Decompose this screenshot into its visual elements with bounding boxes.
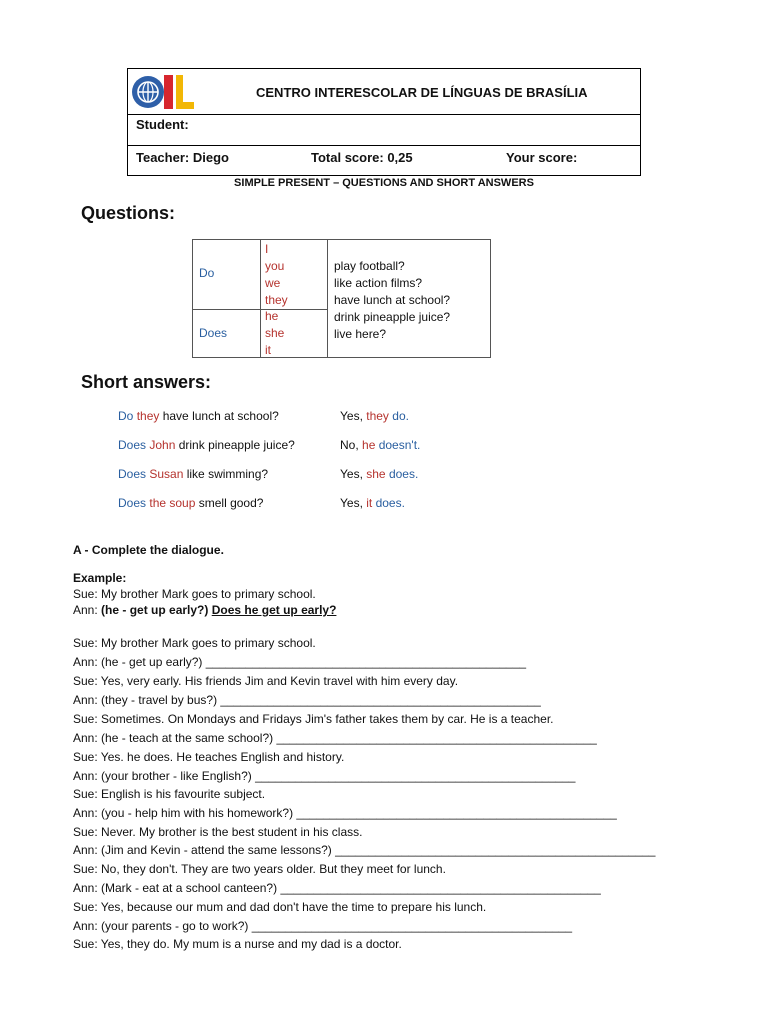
school-logo (130, 71, 196, 113)
exercise-title: A - Complete the dialogue. (73, 543, 224, 557)
questions-heading: Questions: (81, 203, 176, 223)
student-label: Student: (136, 117, 189, 132)
dialogue-line-sue: Sue: Yes, because our mum and dad don't have the time to prepare his lunch. (73, 900, 487, 914)
sa-subject: John (149, 438, 176, 452)
dialogue-line-ann[interactable]: Ann: (they - travel by bus?) ________________________________________________ (73, 693, 541, 707)
table-divider (327, 240, 328, 357)
pronoun: I (265, 242, 269, 256)
dialogue-line-sue: Sue: My brother Mark goes to primary school. (73, 636, 316, 650)
sa-aux: Does (118, 467, 147, 481)
example-answer-line (73, 603, 336, 617)
sa-ans-subject: she (366, 467, 386, 481)
school-name: CENTRO INTERESCOLAR DE LÍNGUAS DE BRASÍLIA (256, 85, 588, 100)
dialogue-line-sue: Sue: English is his favourite subject. (73, 787, 266, 801)
sa-yes-no: Yes, (340, 467, 367, 481)
dialogue-line-sue: Sue: Never. My brother is the best student in his class. (73, 825, 363, 839)
dialogue-line-sue: Sue: Yes, very early. His friends Jim and Kevin travel with him every day. (73, 674, 459, 688)
document-title: SIMPLE PRESENT – QUESTIONS AND SHORT ANSWERS (234, 177, 534, 189)
sa-ans-subject: it (366, 496, 373, 510)
verb-phrase: drink pineapple juice? (334, 310, 451, 324)
sa-yes-no: No, (340, 438, 363, 452)
sa-subject: the soup (149, 496, 196, 510)
header-row-student (128, 115, 640, 146)
sa-ans-subject: he (362, 438, 376, 452)
sa-yes-no: Yes, (340, 409, 367, 423)
sa-rest: drink pineapple juice? (175, 438, 295, 452)
dialogue-line-ann[interactable]: Ann: (Jim and Kevin - attend the same lessons?) ________________________________________________ (73, 843, 656, 857)
sa-aux: Do (118, 409, 134, 423)
header-box (127, 68, 641, 176)
short-answer-row (118, 467, 518, 485)
dialogue-line-ann[interactable]: Ann: (you - help him with his homework?) ________________________________________________ (73, 806, 617, 820)
sa-yes-no: Yes, (340, 496, 367, 510)
pronoun: we (265, 276, 281, 290)
sa-aux: Does (118, 438, 147, 452)
dialogue-line-ann[interactable]: Ann: (he - get up early?) ________________________________________________ (73, 655, 527, 669)
header-row-scores (128, 146, 640, 175)
sa-aux: Does (118, 496, 147, 510)
pronoun: he (265, 309, 279, 323)
example-prompt: (he - get up early?) (101, 603, 209, 617)
dialogue-line-ann[interactable]: Ann: (Mark - eat at a school canteen?) ________________________________________________ (73, 881, 601, 895)
sa-subject: Susan (149, 467, 184, 481)
dialogue-line-sue: Sue: Yes, they do. My mum is a nurse and my dad is a doctor. (73, 937, 402, 951)
teacher-label: Teacher: Diego (136, 150, 229, 165)
short-answer-row (118, 496, 518, 514)
example-label: Example: (73, 571, 127, 585)
aux-does: Does (199, 326, 228, 340)
sa-ans-subject: they (366, 409, 389, 423)
short-answers-heading: Short answers: (81, 372, 212, 392)
dialogue-line-ann[interactable]: Ann: (he - teach at the same school?) ________________________________________________ (73, 731, 597, 745)
verb-phrase: live here? (334, 327, 387, 341)
sa-ans-verb: does. (385, 467, 419, 481)
table-divider (260, 240, 261, 357)
sa-ans-verb: do. (388, 409, 409, 423)
header-row-title (128, 69, 640, 115)
sa-ans-verb: does. (372, 496, 405, 510)
example-answer: Does he get up early? (211, 603, 337, 617)
table-divider (193, 309, 328, 310)
dialogue-line-ann[interactable]: Ann: (your brother - like English?) ________________________________________________ (73, 769, 576, 783)
example-ann-prefix: Ann: (73, 603, 102, 617)
pronoun: you (265, 259, 285, 273)
dialogue-line-sue: Sue: Sometimes. On Mondays and Fridays Jim's father takes them by car. He is a teacher. (73, 712, 554, 726)
grammar-table (192, 239, 491, 358)
sa-rest: like swimming? (183, 467, 269, 481)
example-line: Sue: My brother Mark goes to primary school. (73, 587, 316, 601)
dialogue-line-sue: Sue: No, they don't. They are two years older. But they meet for lunch. (73, 862, 446, 876)
sa-ans-verb: doesn't. (375, 438, 421, 452)
sa-subject: they (136, 409, 160, 423)
aux-do: Do (199, 266, 215, 280)
dialogue-line-ann[interactable]: Ann: (your parents - go to work?) ________________________________________________ (73, 919, 573, 933)
sa-rest: have lunch at school? (159, 409, 279, 423)
your-score-label: Your score: (506, 150, 578, 165)
verb-phrase: have lunch at school? (334, 293, 451, 307)
short-answer-row (118, 409, 518, 427)
dialogue-line-sue: Sue: Yes. he does. He teaches English and history. (73, 750, 345, 764)
sa-rest: smell good? (195, 496, 264, 510)
short-answer-row (118, 438, 518, 456)
verb-phrase: play football? (334, 259, 405, 273)
pronoun: it (265, 343, 271, 357)
verb-phrase: like action films? (334, 276, 423, 290)
pronoun: she (265, 326, 285, 340)
pronoun: they (265, 293, 288, 307)
total-score-label: Total score: 0,25 (311, 150, 413, 165)
